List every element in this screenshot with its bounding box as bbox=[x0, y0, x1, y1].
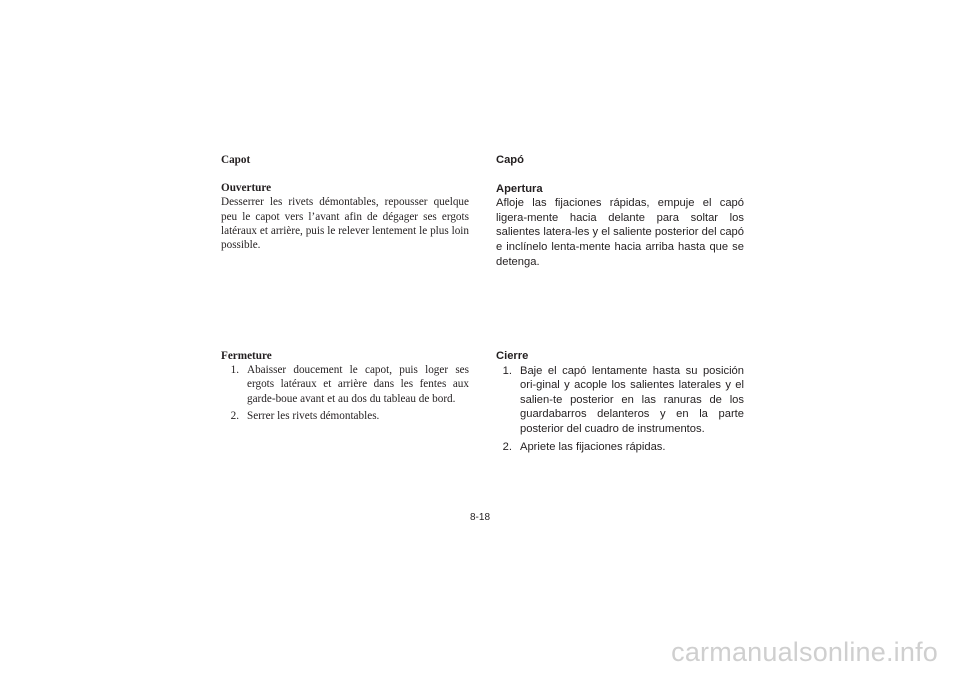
section-title-es: Capó bbox=[496, 154, 524, 166]
spanish-column bbox=[496, 153, 744, 453]
closing-heading-es: Cierre bbox=[496, 350, 529, 362]
step-text: Baje el capó lentamente hasta su posición ori-ginal y acople los salientes laterales y el salien-te posterior en las ranuras de los guardabarros delanteros y en la parte posterior del cuadro de instrumentos. bbox=[520, 364, 744, 435]
step-number: 1. bbox=[502, 364, 512, 377]
step-item bbox=[496, 440, 744, 455]
step-text: Apriete las fijaciones rápidas. bbox=[520, 440, 666, 453]
step-item bbox=[496, 364, 744, 437]
step-number: 2. bbox=[502, 440, 512, 453]
closing-section-fr bbox=[221, 349, 469, 426]
closing-steps-fr bbox=[221, 363, 469, 423]
closing-heading-fr: Fermeture bbox=[221, 350, 272, 362]
opening-heading-fr: Ouverture bbox=[221, 182, 272, 195]
french-column bbox=[221, 153, 469, 422]
closing-steps-es bbox=[496, 364, 744, 455]
opening-text-fr: Desserrer les rivets démontables, repousser quelque peu le capot vers l’avant afin de dégager ses ergots latéraux et arrière, puis le relever lentement le plus loin possible. bbox=[221, 196, 469, 252]
section-title-fr: Capot bbox=[221, 154, 251, 166]
opening-heading-es: Apertura bbox=[496, 182, 543, 195]
page-number: 8-18 bbox=[469, 512, 490, 523]
closing-section-es bbox=[496, 349, 744, 457]
step-text: Abaisser doucement le capot, puis loger ses ergots latéraux et arrière dans les fentes aux garde-boue avant et au dos du tableau de bord. bbox=[247, 364, 469, 405]
step-number: 2. bbox=[230, 409, 239, 422]
step-item bbox=[221, 409, 469, 423]
step-number: 1. bbox=[230, 364, 239, 377]
watermark-text: carmanualsonline.info bbox=[671, 637, 938, 667]
opening-text-es: Afloje las fijaciones rápidas, empuje el capó ligera-mente hacia delante para soltar los salientes latera-les y el saliente posterior del capó e inclínelo lenta-mente hacia arriba hasta que se detenga. bbox=[496, 197, 744, 268]
step-text: Serrer les rivets démontables. bbox=[247, 409, 380, 422]
step-item bbox=[221, 363, 469, 406]
